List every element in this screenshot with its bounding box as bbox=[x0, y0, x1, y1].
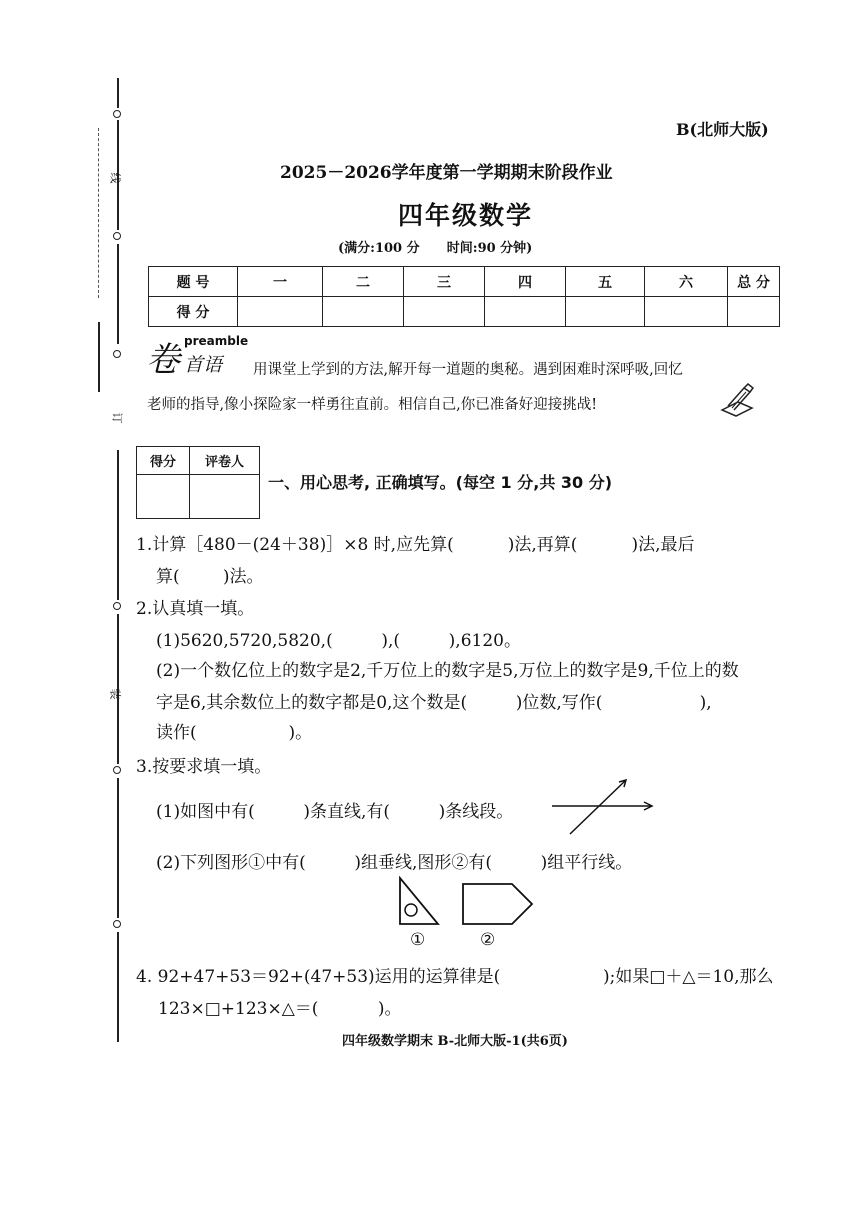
grader-score-label: 得分 bbox=[137, 447, 190, 475]
question-1-line-1: 1.计算［480－(24＋38)］×8 时,应先算( )法,再算( )法,最后 bbox=[136, 535, 695, 555]
margin-label: 装 bbox=[108, 688, 122, 700]
question-2-title: 2.认真填一填。 bbox=[136, 599, 255, 619]
score-cell[interactable] bbox=[238, 297, 323, 327]
score-header-cell: 总 分 bbox=[728, 267, 780, 297]
margin-label: 线 bbox=[108, 172, 122, 184]
question-2-2-line-3: 读作( )。 bbox=[156, 723, 313, 743]
question-4-line-2: 123×□+123×△＝( )。 bbox=[158, 999, 402, 1019]
score-table bbox=[148, 266, 780, 327]
preamble-line-2: 老师的指导,像小探险家一样勇往直前。相信自己,你已准备好迎接挑战! bbox=[147, 397, 598, 413]
grader-score-cell[interactable] bbox=[137, 475, 190, 519]
binding-line bbox=[117, 778, 119, 918]
binding-hole bbox=[113, 232, 121, 240]
pencil-book-icon bbox=[718, 382, 758, 418]
binding-line bbox=[117, 932, 119, 1042]
grader-person-cell[interactable] bbox=[190, 475, 260, 519]
question-3-1: (1)如图中有( )条直线,有( )条线段。 bbox=[156, 802, 514, 822]
page-footer: 四年级数学期末 B-北师大版-1(共6页) bbox=[342, 1034, 568, 1049]
triangle-ruler-figure bbox=[396, 876, 442, 928]
score-header-cell: 二 bbox=[323, 267, 404, 297]
figure-1-label: ① bbox=[410, 930, 426, 950]
binding-hole bbox=[113, 110, 121, 118]
score-cell[interactable] bbox=[323, 297, 404, 327]
question-1-line-2: 算( )法。 bbox=[156, 567, 264, 587]
score-header-cell: 四 bbox=[485, 267, 566, 297]
score-header-cell: 题 号 bbox=[149, 267, 238, 297]
score-row-label: 得 分 bbox=[149, 297, 238, 327]
score-header-cell: 三 bbox=[404, 267, 485, 297]
preamble-tag: preamble bbox=[184, 334, 249, 348]
question-2-2-line-1: (2)一个数亿位上的数字是2,千万位上的数字是5,万位上的数字是9,千位上的数 bbox=[156, 661, 739, 681]
exam-title: 2025－2026学年度第一学期期末阶段作业 bbox=[280, 163, 613, 183]
score-cell[interactable] bbox=[566, 297, 645, 327]
preamble-big-char: 卷 bbox=[146, 340, 180, 380]
subject-title: 四年级数学 bbox=[398, 201, 534, 230]
grader-box bbox=[136, 446, 260, 519]
figure-2-label: ② bbox=[480, 930, 496, 950]
preamble-line-1: 用课堂上学到的方法,解开每一道题的奥秘。遇到困难时深呼吸,回忆 bbox=[253, 362, 683, 378]
margin-dash bbox=[98, 128, 100, 298]
grader-person-label: 评卷人 bbox=[190, 447, 260, 475]
preamble-small: 首语 bbox=[184, 354, 223, 376]
margin-label: 订 bbox=[110, 412, 124, 424]
binding-line bbox=[117, 78, 119, 108]
binding-line bbox=[117, 244, 119, 344]
score-cell[interactable] bbox=[645, 297, 728, 327]
question-3-title: 3.按要求填一填。 bbox=[136, 757, 272, 777]
binding-line bbox=[117, 450, 119, 600]
score-header-cell: 六 bbox=[645, 267, 728, 297]
edition-label: B(北师大版) bbox=[676, 120, 769, 139]
binding-hole bbox=[113, 920, 121, 928]
score-cell[interactable] bbox=[485, 297, 566, 327]
binding-hole bbox=[113, 350, 121, 358]
line-segment-figure bbox=[548, 774, 660, 838]
binding-hole bbox=[113, 766, 121, 774]
score-cell[interactable] bbox=[728, 297, 780, 327]
question-2-1: (1)5620,5720,5820,( ),( ),6120。 bbox=[156, 631, 521, 651]
margin-bar bbox=[98, 322, 100, 392]
pentagon-figure bbox=[460, 880, 536, 928]
question-2-2-line-2: 字是6,其余数位上的数字都是0,这个数是( )位数,写作( ), bbox=[156, 693, 712, 713]
score-cell[interactable] bbox=[404, 297, 485, 327]
question-4-line-1: 4. 92+47+53＝92+(47+53)运用的运算律是( );如果□＋△＝10,那么 bbox=[136, 967, 774, 987]
section-1-title: 一、用心思考, 正确填写。(每空 1 分,共 30 分) bbox=[268, 473, 613, 492]
exam-meta: (满分:100 分 时间:90 分钟) bbox=[338, 241, 533, 256]
score-header-cell: 五 bbox=[566, 267, 645, 297]
binding-hole bbox=[113, 602, 121, 610]
question-3-2: (2)下列图形①中有( )组垂线,图形②有( )组平行线。 bbox=[156, 853, 633, 873]
score-header-cell: 一 bbox=[238, 267, 323, 297]
